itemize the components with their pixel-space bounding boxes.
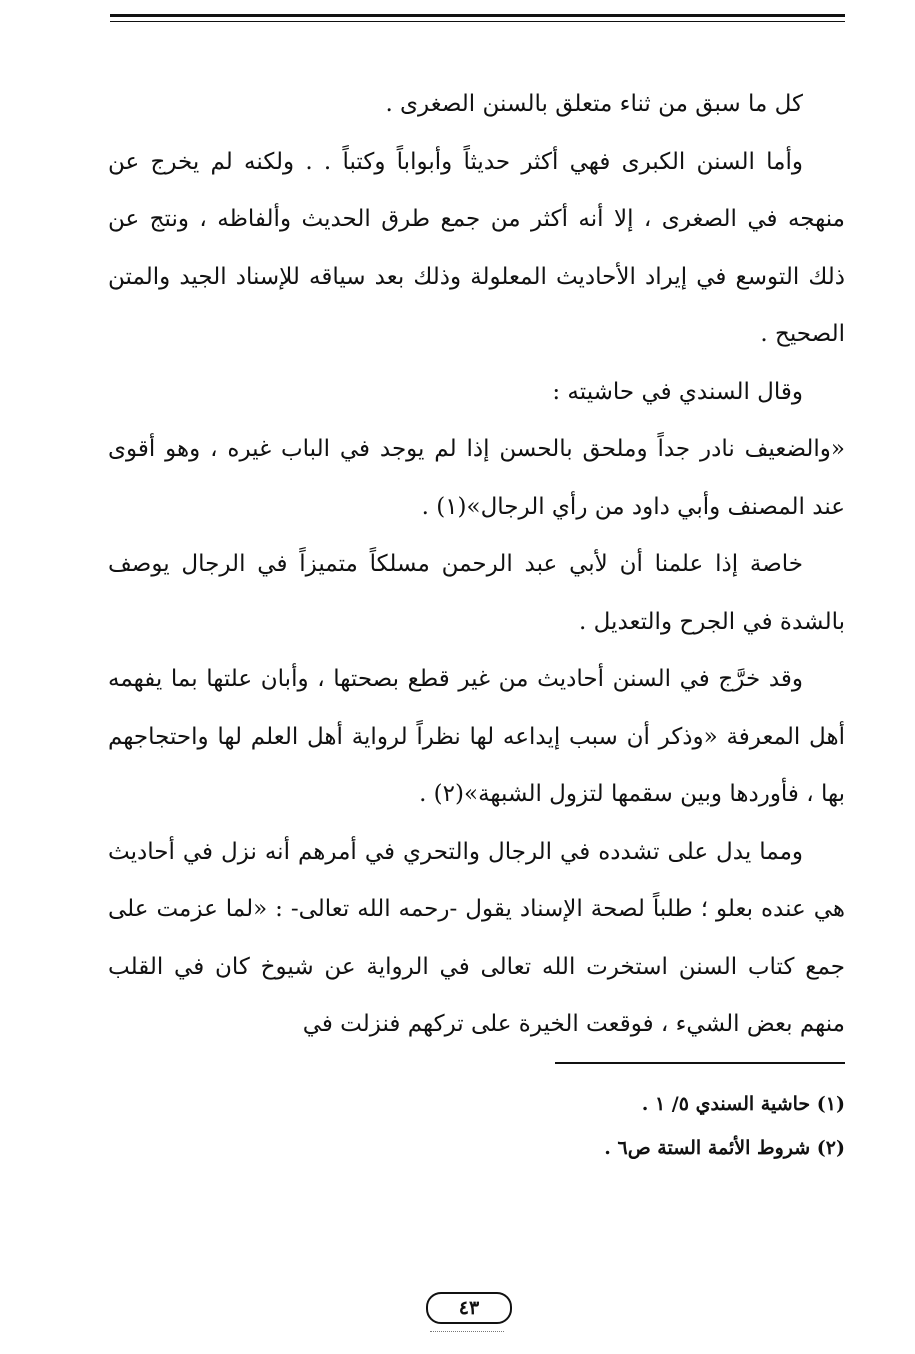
footnote: (٢) شروط الأئمة الستة ص٦ . [604,1137,845,1159]
body-text [108,76,845,1054]
page-number-underline [430,1331,504,1332]
paragraph: وقال السندي في حاشيته : [552,378,803,405]
paragraph: وقد خرَّج في السنن أحاديث من غير قطع بصحتها ، وأبان علتها بما يفهمه أهل المعرفة «وذكر أن سبب إيداعه لها نظراً لرواية أهل العلم لها واحتجاجهم بها ، فأوردها وبين سقمها لتزول الشبهة»(٢) . [108,666,845,807]
paragraph: خاصة إذا علمنا أن لأبي عبد الرحمن مسلكاً متميزاً في الرجال يوصف بالشدة في الجرح والتعديل . [108,551,845,635]
quote-paragraph: «والضعيف نادر جداً وملحق بالحسن إذا لم يوجد في الباب غيره ، وهو أقوى عند المصنف وأبي داود من رأي الرجال»(١) . [108,436,845,520]
footnotes [300,1082,845,1170]
page-number: ٤٣ [426,1292,512,1324]
paragraph: ومما يدل على تشدده في الرجال والتحري في أمرهم أنه نزل في أحاديث هي عنده بعلو ؛ طلباً لصحة الإسناد يقول -رحمه الله تعالى- : «لما عزمت على جمع كتاب السنن استخرت الله تعالى في الرواية عن شيوخ كان في القلب منهم بعض الشيء ، فوقعت الخيرة على تركهم فنزلت في [108,838,845,1037]
header-rule [110,14,845,17]
footnote: (١) حاشية السندي ٥/ ١ . [641,1093,845,1115]
paragraph: وأما السنن الكبرى فهي أكثر حديثاً وأبواباً وكتباً . . ولكنه لم يخرج عن منهجه في الصغرى ، إلا أنه أكثر من جمع طرق الحديث وألفاظه ، ونتج عن ذلك التوسع في إيراد الأحاديث المعلولة وذلك بعد سياقه للإسناد الجيد والمتن الصحيح . [108,148,845,347]
header-rule-thin [110,21,845,22]
paragraph: كل ما سبق من ثناء متعلق بالسنن الصغرى . [385,91,803,117]
footnote-separator [555,1062,845,1064]
